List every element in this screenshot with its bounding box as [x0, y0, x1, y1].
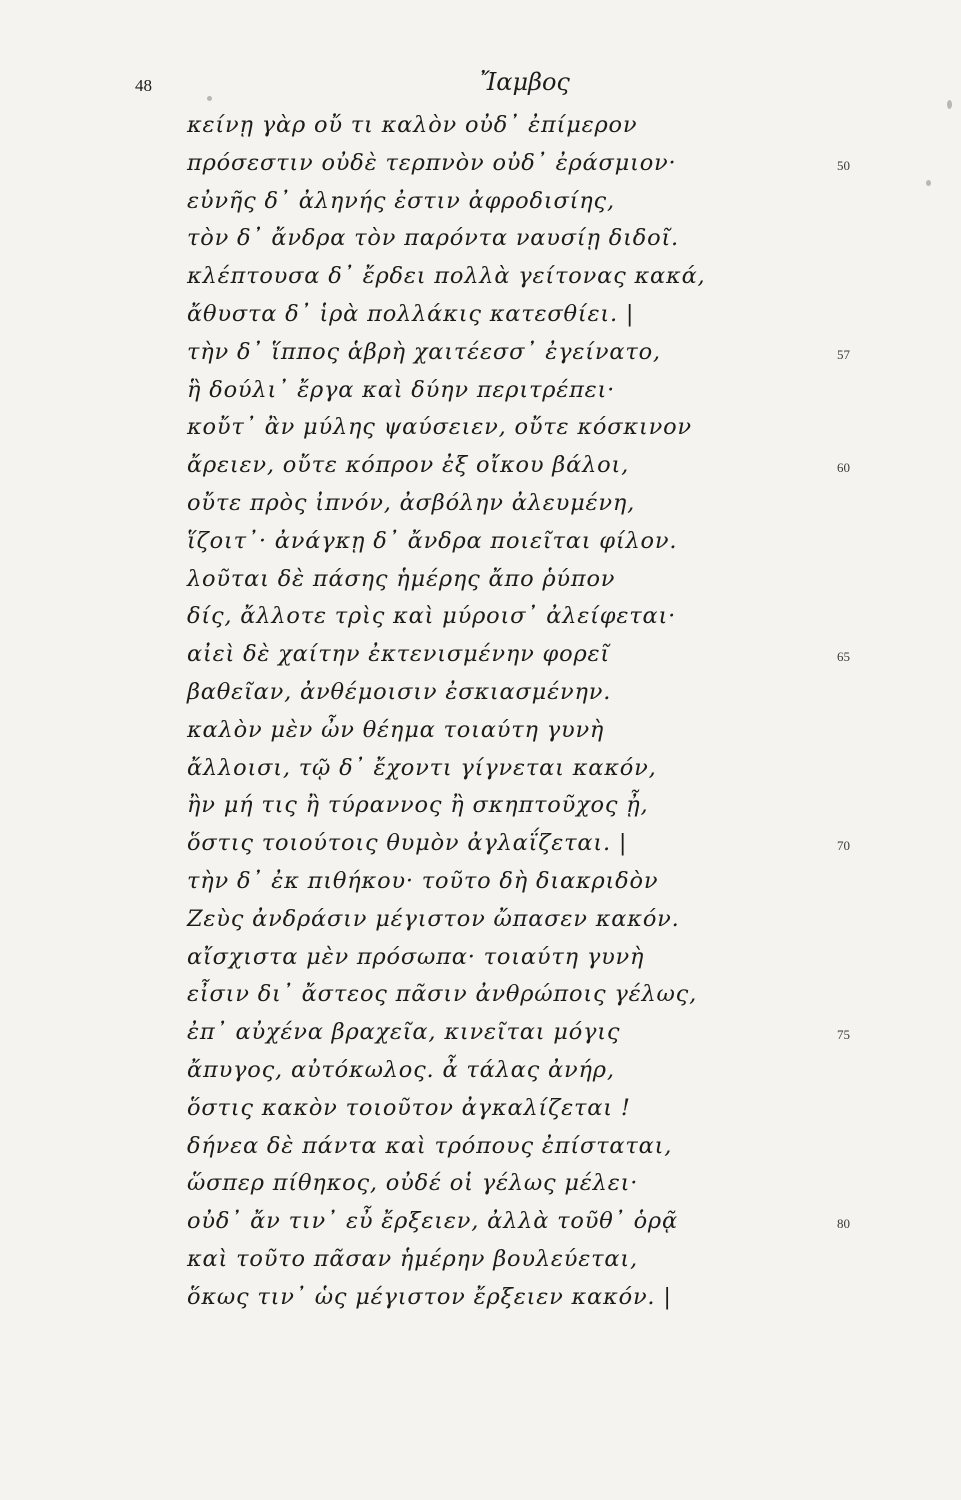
line-number: 50	[837, 157, 850, 173]
verse-line: Ζεὺς ἀνδράσιν μέγιστον ὤπασεν κακόν.	[187, 905, 680, 932]
verse-line: πρόσεστιν οὐδὲ τερπνὸν οὐδ᾽ ἐράσμιον·	[187, 149, 677, 176]
verse-line: οὔτε πρὸς ἰπνόν, ἀσβόλην ἀλευμένη,	[187, 490, 636, 516]
verse-line: αἰεὶ δὲ χαίτην ἐκτενισμένην φορεῖ	[187, 641, 610, 668]
verse-line: καὶ τοῦτο πᾶσαν ἡμέρην βουλεύεται,	[187, 1246, 638, 1272]
line-number: 80	[837, 1216, 850, 1232]
verse-line: κοὔτ᾽ ἂν μύλης ψαύσειεν, οὔτε κόσκινον	[187, 414, 692, 441]
line-number: 60	[837, 460, 850, 476]
verse-line: ὅστις τοιούτοις θυμὸν ἀγλαΐζεται. |	[187, 830, 628, 857]
line-number: 65	[837, 649, 850, 665]
page-number: 48	[135, 76, 152, 95]
verse-line: εἶσιν δι᾽ ἄστεος πᾶσιν ἀνθρώποις γέλως,	[187, 981, 698, 1008]
verse-line: καλὸν μὲν ὦν θέημα τοιαύτη γυνὴ	[187, 716, 605, 743]
verse-line: δίς, ἄλλοτε τρὶς καὶ μύροισ᾽ ἀλείφεται·	[187, 603, 677, 630]
paper-speck	[207, 96, 212, 101]
line-number: 57	[837, 346, 850, 362]
verse-line: αἴσχιστα μὲν πρόσωπα· τοιαύτη γυνὴ	[187, 943, 645, 970]
verse-line: τὴν δ᾽ ἵππος ἁβρὴ χαιτέεσσ᾽ ἐγείνατο,	[187, 338, 661, 365]
verse-line: ἣ δούλι᾽ ἔργα καὶ δύην περιτρέπει·	[187, 376, 616, 403]
verse-line: βαθεῖαν, ἀνθέμοισιν ἐσκιασμένην.	[187, 679, 612, 705]
running-title: Ἴαμβος	[480, 68, 570, 96]
verse-line: ἢν μή τις ἢ τύραννος ἢ σκηπτοῦχος ᾖ,	[187, 792, 649, 819]
verse-line: ἐπ᾽ αὐχένα βραχεῖα, κινεῖται μόγις	[187, 1019, 621, 1046]
verse-line: ὥσπερ πίθηκος, οὐδέ οἱ γέλως μέλει·	[187, 1170, 639, 1197]
verse-line: τὴν δ᾽ ἐκ πιθήκου· τοῦτο δὴ διακριδὸν	[187, 868, 659, 894]
verse-line: ἄθυστα δ᾽ ἱρὰ πολλάκις κατεσθίει. |	[187, 301, 635, 327]
paper-speck	[947, 100, 952, 109]
paper-speck	[926, 180, 931, 186]
verse-line: ἄλλοισι, τῷ δ᾽ ἔχοντι γίγνεται κακόν,	[187, 754, 657, 781]
line-number: 75	[837, 1027, 850, 1043]
verse-line: κείνῃ γὰρ οὔ τι καλὸν οὐδ᾽ ἐπίμερον	[187, 112, 638, 138]
verse-line: ἄπυγος, αὐτόκωλος. ἆ τάλας ἀνήρ,	[187, 1057, 615, 1083]
verse-line: ὅκως τιν᾽ ὡς μέγιστον ἔρξειεν κακόν. |	[187, 1283, 672, 1310]
verse-line: τὸν δ᾽ ἄνδρα τὸν παρόντα ναυσίῃ διδοῖ.	[187, 225, 680, 252]
line-number: 70	[837, 838, 850, 854]
verse-line: λοῦται δὲ πάσης ἡμέρης ἄπο ῥύπον	[187, 565, 616, 592]
verse-line: ἵζοιτ᾽· ἀνάγκῃ δ᾽ ἄνδρα ποιεῖται φίλον.	[187, 527, 678, 554]
verse-line: εὐνῆς δ᾽ ἀληνής ἐστιν ἀφροδισίης,	[187, 187, 615, 214]
verse-line: ἄρειεν, οὔτε κόπρον ἐξ οἴκου βάλοι,	[187, 452, 630, 479]
verse-line: δήνεα δὲ πάντα καὶ τρόπους ἐπίσταται,	[187, 1132, 673, 1159]
verse-line: κλέπτουσα δ᾽ ἔρδει πολλὰ γείτονας κακά,	[187, 263, 706, 290]
verse-line: ὅστις κακὸν τοιοῦτον ἀγκαλίζεται !	[187, 1094, 631, 1121]
verse-line: οὐδ᾽ ἄν τιν᾽ εὖ ἔρξειεν, ἀλλὰ τοῦθ᾽ ὁρᾷ	[187, 1208, 678, 1235]
